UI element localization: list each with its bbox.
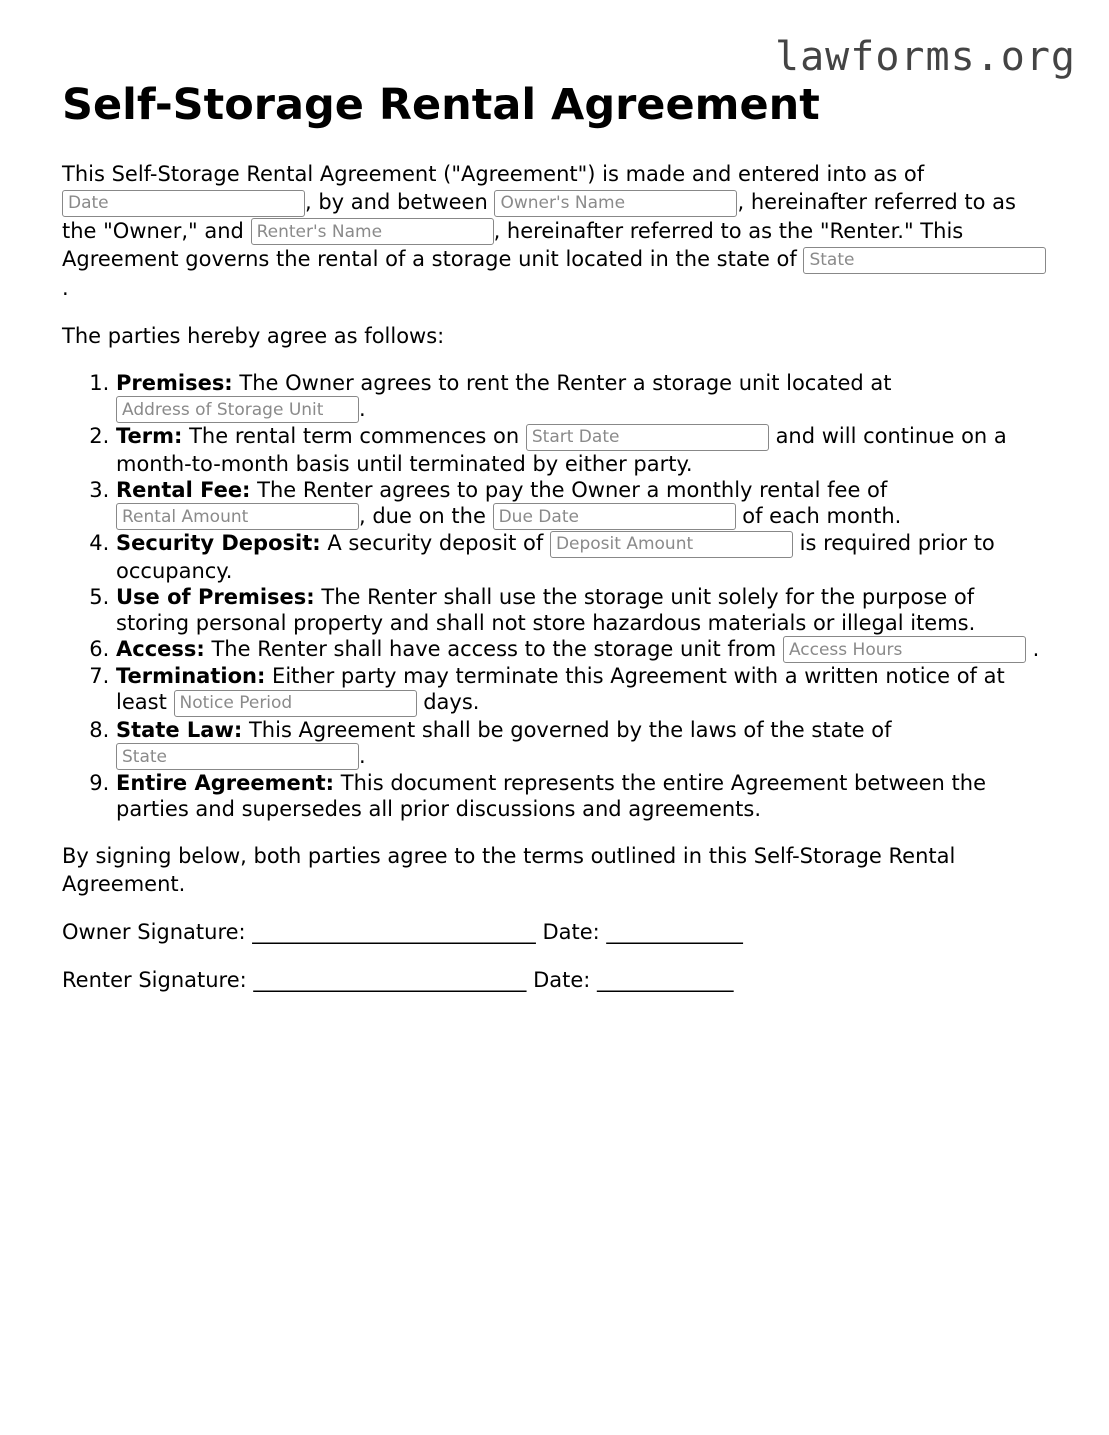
- governing-state-input[interactable]: [116, 743, 359, 770]
- renter-signature-line: Renter Signature: __________________________ Date: _____________: [62, 968, 734, 992]
- renter-name-input[interactable]: [251, 218, 494, 245]
- term-label: Access:: [116, 636, 205, 661]
- term-text: of each month.: [742, 503, 902, 528]
- intro-text-4: , hereinafter referred to as the "Renter." This Agreement governs the rental of a storage unit located in the state of: [62, 218, 964, 271]
- deposit-amount-input[interactable]: [550, 531, 793, 558]
- date-input[interactable]: [62, 190, 305, 217]
- terms-list: [62, 370, 1052, 823]
- term-text: and will continue on a month-to-month basis until terminated by either party.: [116, 424, 1007, 476]
- term-rental-fee: [116, 477, 1052, 531]
- term-text: .: [359, 396, 366, 421]
- lead-text: The parties hereby agree as follows:: [62, 323, 445, 348]
- term-label: Use of Premises:: [116, 584, 315, 609]
- term-text: .: [1032, 636, 1040, 661]
- term-text: A security deposit of: [327, 531, 544, 555]
- term-use-of-premises: [116, 584, 1052, 636]
- owner-name-input[interactable]: [494, 190, 737, 217]
- intro-text-5: .: [62, 275, 69, 300]
- term-label: Termination:: [116, 664, 266, 688]
- term-entire-agreement: [116, 770, 1052, 822]
- term-access: [116, 636, 1052, 664]
- intro-text-1: This Self-Storage Rental Agreement ("Agreement") is made and entered into as of: [62, 162, 925, 186]
- state-input[interactable]: [803, 247, 1046, 274]
- intro-text-2: , by and between: [305, 190, 488, 214]
- agreement-document: [62, 80, 1052, 994]
- term-label: State Law:: [116, 717, 243, 742]
- term-text: This document represents the entire Agreement between the parties and supersedes all prior discussions and agreements.: [116, 771, 986, 821]
- term-label: Premises:: [116, 370, 233, 395]
- due-date-input[interactable]: [493, 503, 736, 530]
- storage-address-input[interactable]: [116, 396, 359, 423]
- term-text: This Agreement shall be governed by the laws of the state of: [248, 717, 892, 742]
- term-premises: [116, 370, 1052, 424]
- term-text: .: [359, 743, 366, 768]
- term-text: The Renter shall have access to the storage unit from: [211, 636, 777, 661]
- start-date-input[interactable]: [526, 424, 769, 451]
- intro-text-3: , hereinafter referred to as the "Owner," and: [62, 190, 1016, 243]
- access-hours-input[interactable]: [783, 636, 1026, 663]
- term-term: [116, 423, 1052, 477]
- page-title: Self-Storage Rental Agreement: [62, 80, 820, 130]
- term-text: Either party may terminate this Agreement with a written notice of at least: [116, 664, 1005, 714]
- intro-paragraph: [62, 160, 1052, 302]
- term-security-deposit: [116, 530, 1052, 584]
- brand-watermark: lawforms.org: [775, 34, 1076, 80]
- notice-period-input[interactable]: [174, 690, 417, 717]
- closing-paragraph: By signing below, both parties agree to the terms outlined in this Self-Storage Rental Agreement.: [62, 844, 956, 896]
- term-termination: [116, 663, 1052, 717]
- term-label: Term:: [116, 424, 183, 448]
- term-state-law: [116, 717, 1052, 771]
- rental-amount-input[interactable]: [116, 503, 359, 530]
- term-text: days.: [423, 690, 480, 714]
- term-text: The Renter agrees to pay the Owner a monthly rental fee of: [257, 477, 888, 502]
- owner-signature-line: Owner Signature: ___________________________ Date: _____________: [62, 920, 743, 944]
- term-text: The Renter shall use the storage unit solely for the purpose of storing personal property and shall not store hazardous materials or illegal items.: [116, 584, 976, 635]
- term-label: Rental Fee:: [116, 477, 251, 502]
- term-text: , due on the: [359, 503, 486, 528]
- term-label: Security Deposit:: [116, 531, 321, 555]
- term-text: is required prior to occupancy.: [116, 531, 995, 583]
- term-text: The rental term commences on: [189, 424, 520, 448]
- term-text: The Owner agrees to rent the Renter a storage unit located at: [239, 370, 892, 395]
- term-label: Entire Agreement:: [116, 771, 335, 795]
